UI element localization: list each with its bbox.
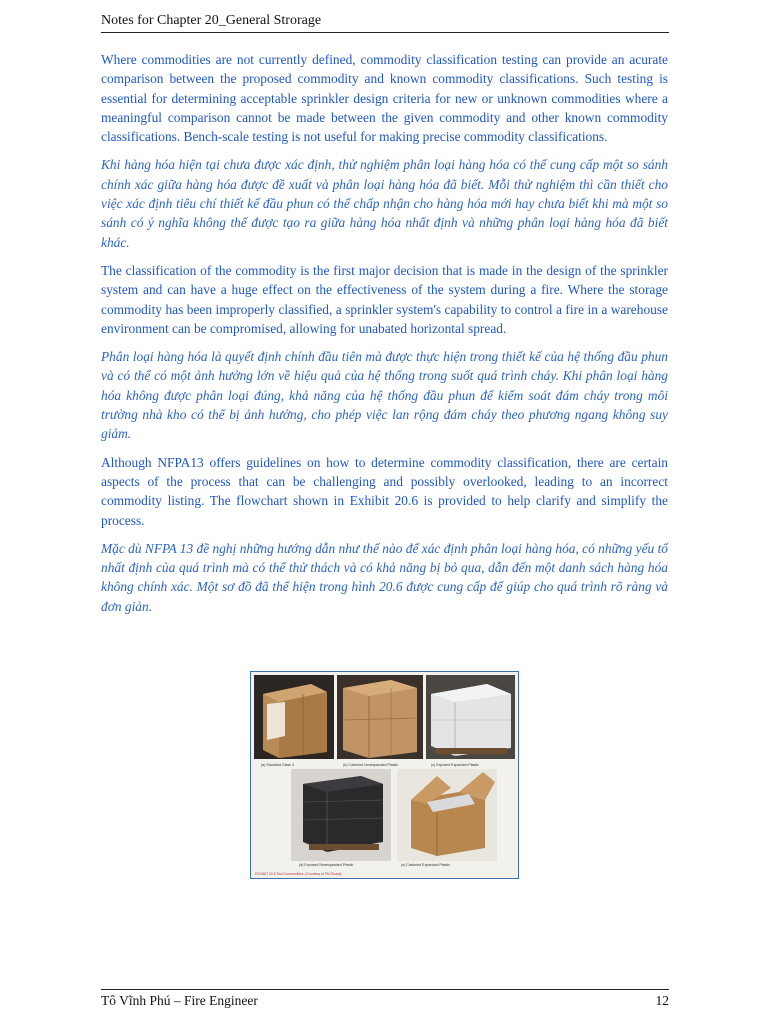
photo-exposed-nonexpanded-plastic — [291, 769, 391, 861]
paragraph-english: Although NFPA13 offers guidelines on how to determine commodity classification, there are certain aspects of the process that can be challenging and possibly overlooked, leading to an incorrect commodity listing. The flowchart shown in Exhibit 20.6 is provided to help clarify and simplify the process. — [101, 454, 668, 528]
caption-d: (d) Exposed Nonexpanded Plastic — [299, 863, 354, 867]
paragraph-english: The classification of the commodity is the first major decision that is made in the design of the sprinkler system and can have a huge effect on the effectiveness of the system during a fire. Where the storage commodity has been improperly classified, a sprinkler system's capability to control a fire in a warehouse environment can be compromised, allowing for unabated horizontal spread. — [101, 262, 668, 336]
footer-author: Tô Vĩnh Phú – Fire Engineer — [101, 993, 258, 1008]
paragraph-vietnamese: Mặc dù NFPA 13 đề nghị những hướng dẫn như thế nào để xác định phân loại hàng hóa, có những yếu tố nhất định của quá trình mà có thể thử thách và có khả năng bị bỏ qua, dẫn đến một danh sách hàng hóa không chính xác. Một sơ đồ đã thể hiện trong hình 20.6 được cung cấp để giúp cho quá trình rõ ràng và đơn giản. — [101, 540, 668, 614]
photo-exposed-expanded-plastic — [426, 675, 515, 759]
page-number: 12 — [655, 993, 669, 1008]
caption-e: (e) Cartoned Expanded Plastic — [401, 863, 450, 867]
paragraph-english: Where commodities are not currently defined, commodity classification testing can provide an acurate comparison between the proposed commodity and known commodity classifications. Such testing is essential for determining acceptable sprinkler design criteria for new or unknown commodities where a meaningful comparison cannot be made between the given commodity and other known commodity classifications. Bench-scale testing is not useful for making precise commodity classifications. — [101, 52, 668, 145]
commodity-photos-graphic — [251, 672, 518, 878]
caption-c: (c) Exposed Expanded Plastic — [431, 763, 479, 767]
exhibit-caption: EXHIBIT 20.5 Test Commodities. (Courtesy of FM Global) — [255, 872, 342, 876]
photo-standard-class-3 — [254, 675, 334, 759]
paragraph-vietnamese: Khi hàng hóa hiện tại chưa được xác định, thử nghiệm phân loại hàng hóa có thể cung cấp một so sánh chính xác giữa hàng hóa được đề xuất và phân loại hàng hóa đã biết. Mỗi thử nghiệm thì cần thiết cho việc xác định tiêu chí thiết kế đầu phun có thể chấp nhận cho hàng hóa mới hay chưa biết khi mà một so sánh có ý nghĩa không thể được tạo ra giữa hàng hóa nhất định và những phân loại hàng hóa đã biết khác. — [101, 157, 668, 250]
page-body — [101, 50, 668, 625]
commodity-photos-figure — [250, 671, 519, 879]
photo-cartoned-expanded-plastic — [397, 769, 497, 861]
caption-a: (a) Standard Class 3 — [261, 763, 294, 767]
caption-b: (b) Cartoned Nonexpanded Plastic — [343, 763, 399, 767]
header-title: Notes for Chapter 20_General Strorage — [101, 13, 322, 28]
page-footer — [101, 989, 669, 1009]
photo-cartoned-nonexpanded-plastic — [337, 675, 423, 759]
page-header — [101, 13, 669, 33]
paragraph-vietnamese: Phân loại hàng hóa là quyết định chính đầu tiên mà được thực hiện trong thiết kế của hệ thống đầu phun và có thể có một ảnh hưởng lớn về hiệu quả của hệ thống trong suốt quá trình cháy. Khi phân loại hàng hóa không được phân loại đúng, khả năng của hệ thống đầu phun để kiểm soát đám cháy trong môi trường nhà kho có thể bị ảnh hưởng, cho phép việc lan rộng đám cháy theo phương ngang không suy giảm. — [101, 349, 668, 442]
